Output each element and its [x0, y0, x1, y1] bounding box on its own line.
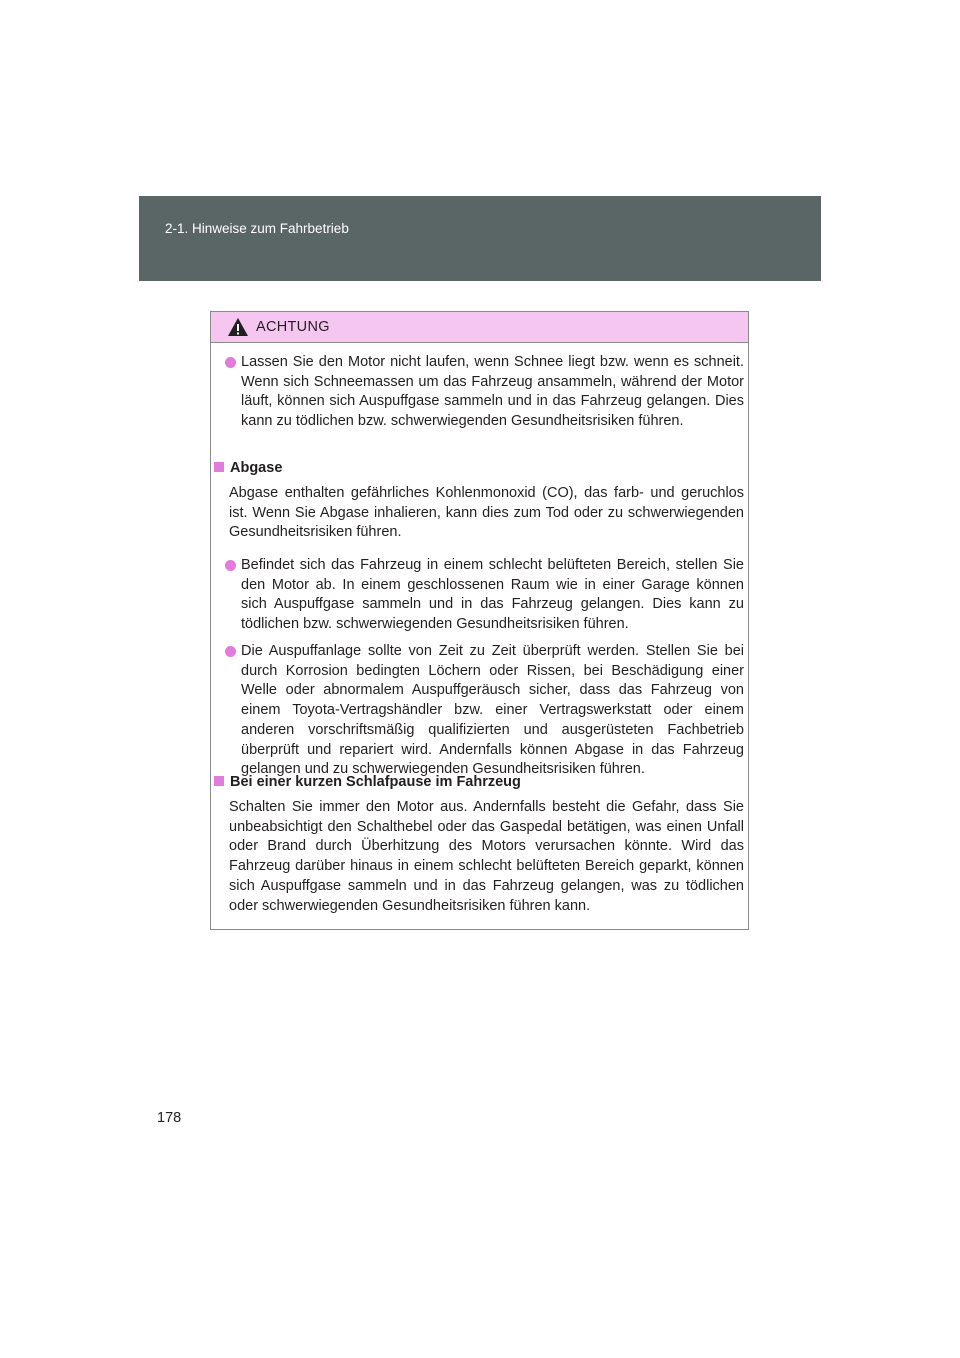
bullet-icon — [225, 560, 236, 571]
section-title: 2-1. Hinweise zum Fahrbetrieb — [165, 221, 349, 236]
page-number: 178 — [157, 1110, 182, 1126]
list-item — [241, 556, 744, 635]
section-body: Abgase enthalten gefährliches Kohlenmonoxid (CO), das farb- und geruchlos ist. Wenn Sie Abgase inhalieren, kann dies zum Tod oder zu schwerwiegenden Gesundheitsrisiken führen. — [229, 485, 744, 541]
warning-triangle-icon — [227, 317, 249, 337]
square-bullet-icon — [214, 776, 224, 786]
section-heading-text: Abgase — [230, 460, 283, 476]
section-header-band — [139, 196, 821, 281]
bullet-icon — [225, 646, 236, 657]
section-heading-text: Bei einer kurzen Schlafpause im Fahrzeug — [230, 774, 521, 790]
warning-box — [210, 311, 749, 930]
warning-label: ACHTUNG — [256, 319, 330, 335]
section-heading — [211, 459, 741, 478]
square-bullet-icon — [214, 462, 224, 472]
warning-header — [211, 312, 748, 343]
section-heading — [211, 773, 741, 792]
list-item-text: Lassen Sie den Motor nicht laufen, wenn Schnee liegt bzw. wenn es schneit. Wenn sich Schneemassen um das Fahrzeug ansammeln, während der Motor läuft, können sich Auspuffgase sammeln und in das Fahrzeug gelangen. Dies kann zu tödlichen bzw. schwerwiegenden Gesundheitsrisiken führen. — [241, 354, 744, 430]
list-item — [241, 642, 744, 780]
list-item-text: Die Auspuffanlage sollte von Zeit zu Zeit überprüft werden. Stellen Sie bei durch Korrosion bedingten Löchern oder Rissen, bei Beschädigung einer Welle oder abnormalem Auspuffgeräusch sicher, dass das Fahrzeug von einem Toyota-Vertragshändler bzw. einer Vertragswerkstatt oder einem anderen vorschriftsmäßig qualifizierten und ausgerüsteten Fachbetrieb überprüft und repariert wird. Andernfalls können Abgase in das Fahrzeug gelangen und zu schwerwiegenden Gesundheitsrisiken führen. — [241, 643, 744, 778]
bullet-icon — [225, 357, 236, 368]
list-item — [241, 353, 744, 432]
section-body: Schalten Sie immer den Motor aus. Andernfalls besteht die Gefahr, dass Sie unbeabsichtigt den Schalthebel oder das Gaspedal betätigen, was einen Unfall oder Brand durch Überhitzung des Motors verursachen könnte. Wird das Fahrzeug darüber hinaus in einem schlecht belüfteten Bereich geparkt, können sich Auspuffgase sammeln und in das Fahrzeug gelangen, was zu tödlichen oder schwerwiegenden Gesundheitsrisiken führen kann. — [229, 799, 744, 914]
list-item-text: Befindet sich das Fahrzeug in einem schlecht belüfteten Bereich, stellen Sie den Motor ab. In einem geschlossenen Raum wie in einer Garage können sich Auspuffgase sammeln und in das Fahrzeug gelangen. Dies kann zu tödlichen bzw. schwerwiegenden Gesundheitsrisiken führen. — [241, 557, 744, 633]
